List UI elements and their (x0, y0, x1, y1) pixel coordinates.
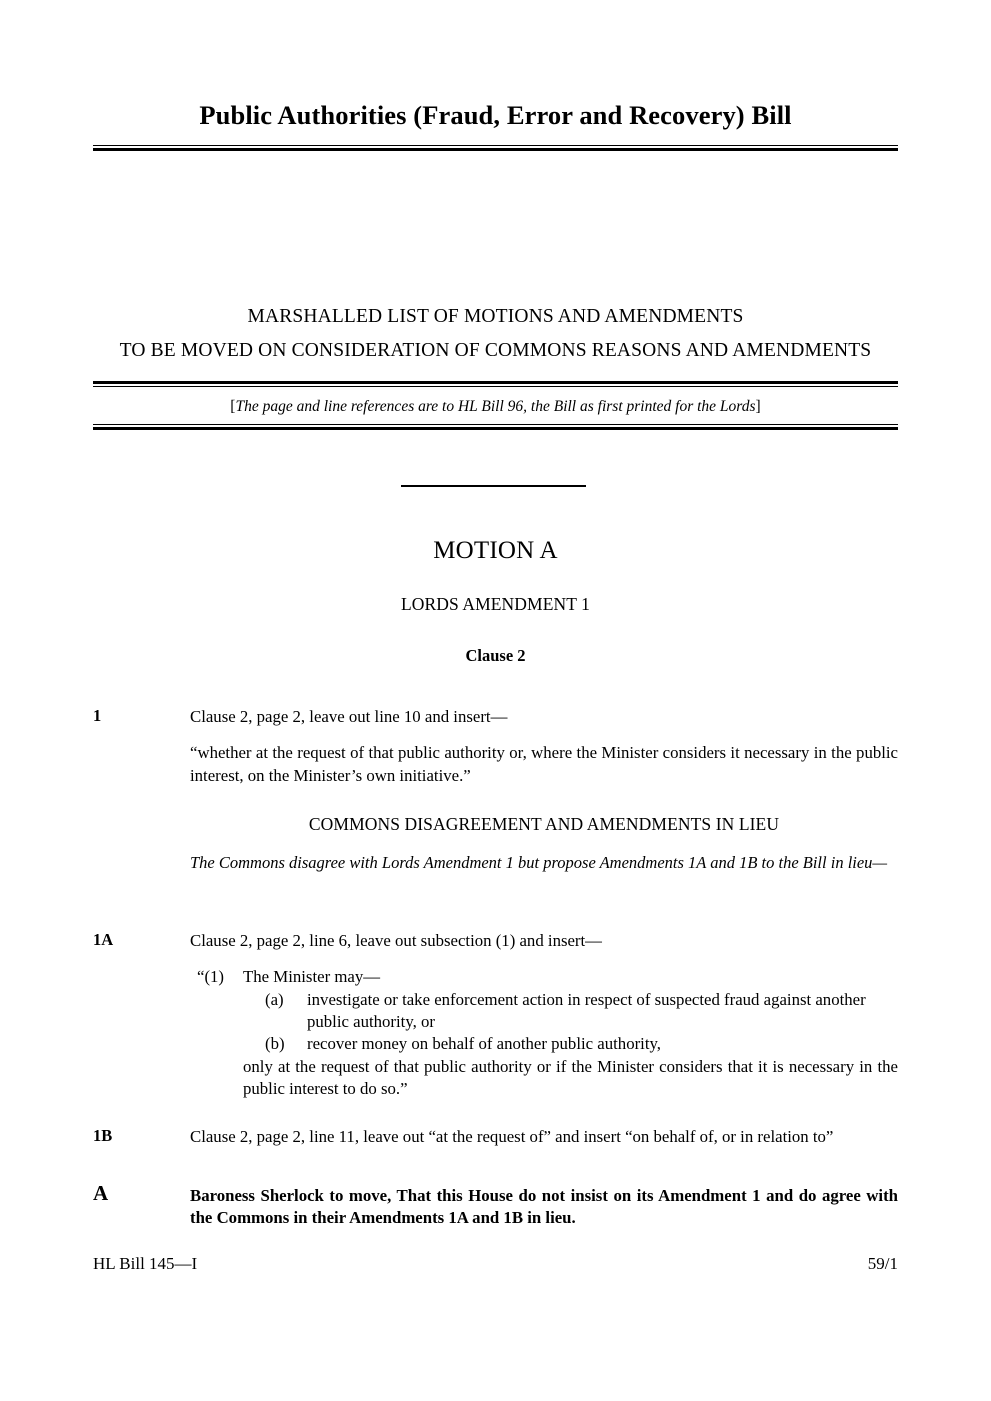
motion-title: MOTION A (433, 537, 558, 564)
page-footer (93, 1254, 898, 1274)
amendment-1b-number: 1B (93, 1126, 113, 1145)
paragraph-a-text: investigate or take enforcement action in respect of suspected fraud against another public authority, or (307, 989, 866, 1031)
subsection-1-mark: “(1) (197, 967, 225, 987)
note-bracket-close: ] (755, 398, 761, 415)
clause-heading: Clause 2 (465, 646, 526, 665)
paragraph-gap (93, 728, 898, 742)
amendment-1-block (93, 706, 898, 787)
motion-a-text: Baroness Sherlock to move, That this House do not insist on its Amendment 1 and do agree with the Commons in their Amendments 1A and 1B in lieu. (190, 1186, 898, 1228)
amendment-1b-instruction: Clause 2, page 2, line 11, leave out “at the request of” and insert “on behalf of, or in relation to” (190, 1127, 834, 1146)
note-divider-bottom (93, 424, 898, 430)
subsection-1 (197, 966, 898, 988)
amendment-1a-content (190, 966, 898, 1100)
marshalled-list-heading-line-2: TO BE MOVED ON CONSIDERATION OF COMMONS REASONS AND AMENDMENTS (119, 340, 872, 361)
paragraph-a-mark: (a) (265, 989, 284, 1009)
motion-a-marker: A (93, 1181, 109, 1205)
amendment-1b-block (93, 1126, 898, 1148)
paragraph-b-mark: (b) (265, 1034, 285, 1054)
paragraph-b (265, 1033, 898, 1055)
marshalled-list-heading-line-1: MARSHALLED LIST OF MOTIONS AND AMENDMENTS (247, 306, 744, 327)
divider-line-thick (93, 427, 898, 430)
reference-note (93, 398, 898, 416)
lords-amendment-heading: LORDS AMENDMENT 1 (400, 594, 591, 614)
paragraph-b-text: recover money on behalf of another public authority, (307, 1034, 661, 1054)
subsection-1-text: The Minister may— (243, 967, 381, 987)
subsection-1-closing-text: only at the request of that public authority or if the Minister considers that it is necessary in the public interest to do so.” (243, 1056, 898, 1098)
motion-a-block (93, 1181, 898, 1230)
note-divider-top (93, 381, 898, 387)
amendment-1-instruction: Clause 2, page 2, leave out line 10 and insert— (190, 707, 508, 726)
divider-line-thin (93, 386, 898, 387)
paragraph-a (265, 989, 898, 1034)
commons-statement: The Commons disagree with Lords Amendment 1 but propose Amendments 1A and 1B to the Bill in lieu— (190, 853, 888, 872)
amendment-1a-block (93, 930, 898, 1100)
amendment-1-number: 1 (93, 706, 102, 725)
commons-disagreement-heading: COMMONS DISAGREEMENT AND AMENDMENTS IN LIEU (308, 814, 780, 834)
title-divider (93, 145, 898, 151)
page-title: Public Authorities (Fraud, Error and Recovery) Bill (199, 100, 792, 130)
footer-page-number: 59/1 (867, 1254, 898, 1273)
amendment-1a-instruction: Clause 2, page 2, line 6, leave out subsection (1) and insert— (190, 931, 602, 950)
paragraph-gap (93, 952, 898, 966)
note-bracket-open: [ (230, 398, 236, 415)
footer-bill-number: HL Bill 145—I (93, 1254, 198, 1273)
note-text: The page and line references are to HL Bill 96, the Bill as first printed for the Lords (235, 398, 756, 415)
amendment-1-inserted-text: “whether at the request of that public authority or, where the Minister considers it necessary in the public interest, on the Minister’s own initiative.” (190, 743, 898, 785)
divider-line-thick (93, 148, 898, 151)
amendment-1a-number: 1A (93, 930, 114, 949)
section-separator-rule (401, 485, 586, 487)
